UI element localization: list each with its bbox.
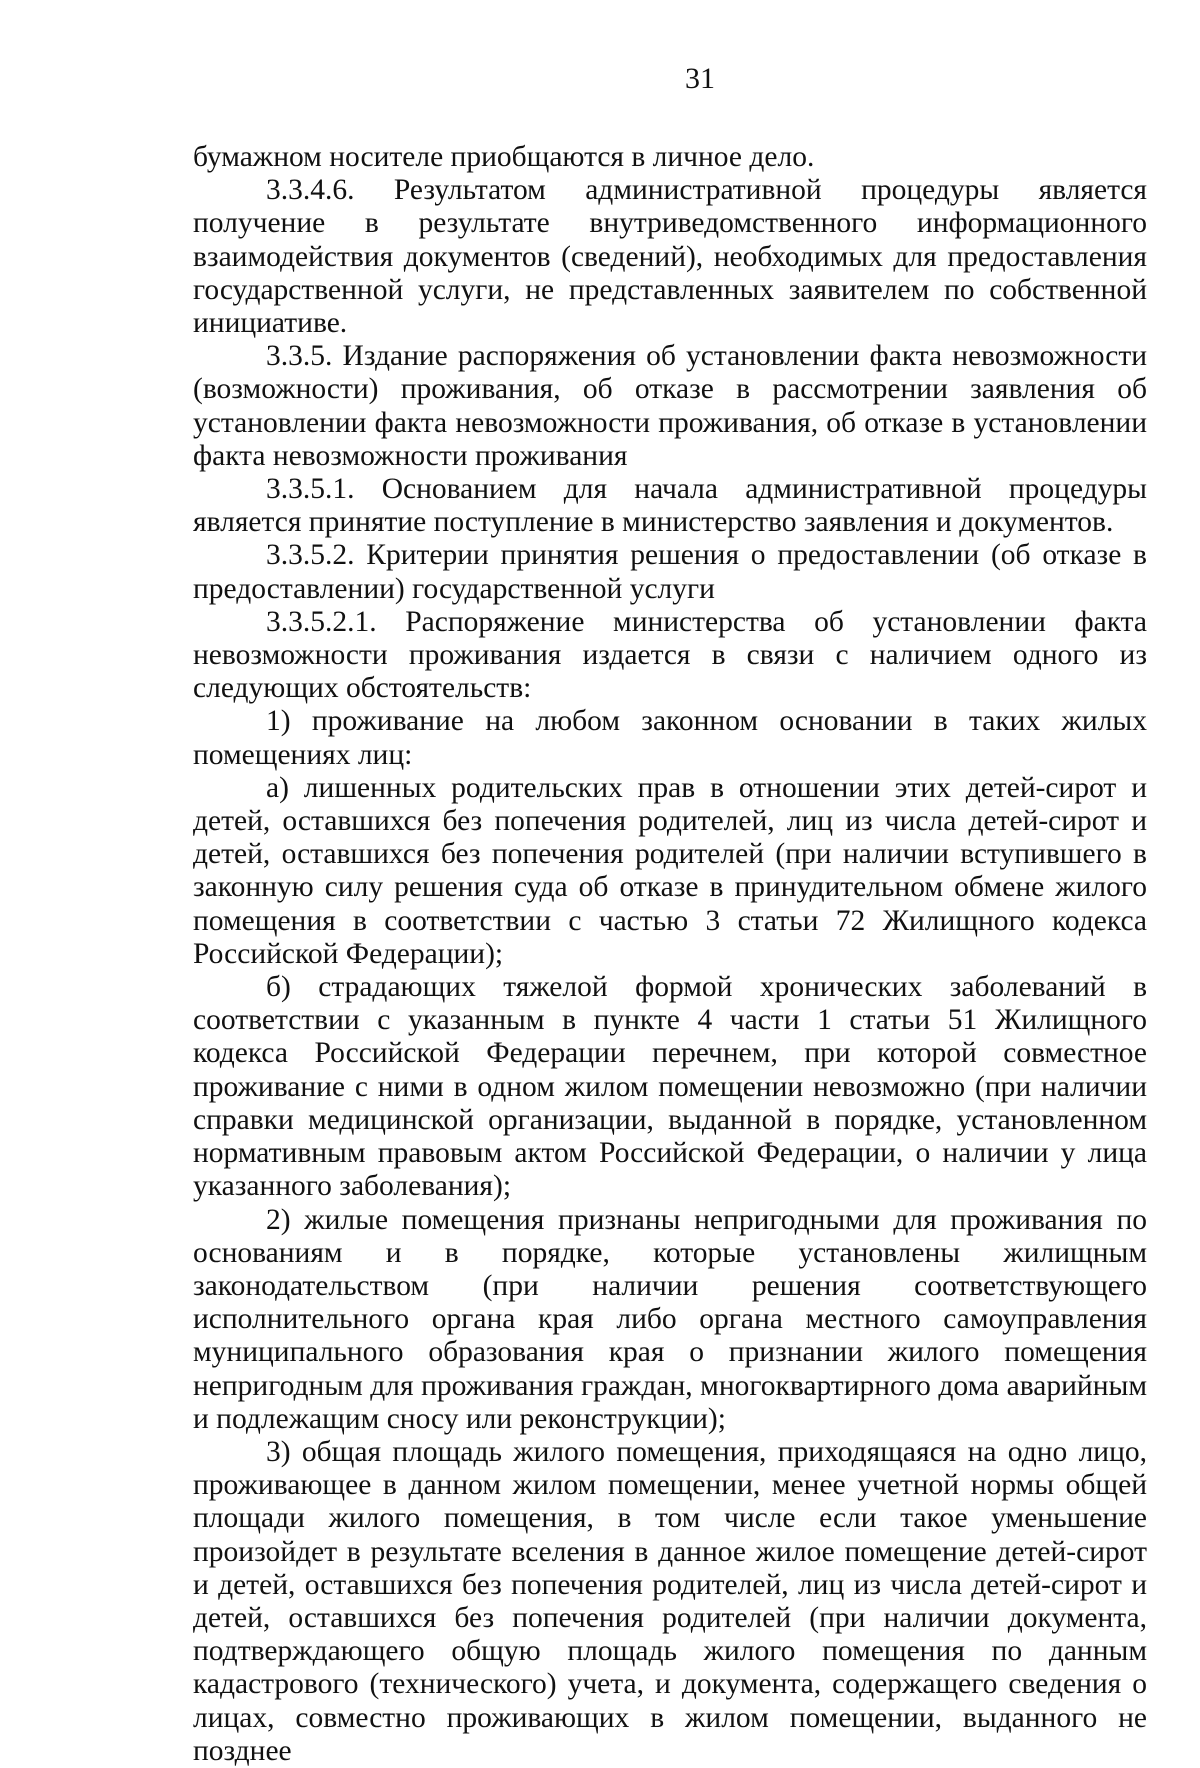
paragraph-3-3-5-1: 3.3.5.1. Основанием для начала административной процедуры является принятие поступление в министерство заявления и документов. xyxy=(193,473,1147,539)
paragraph-3-3-4-6: 3.3.4.6. Результатом административной процедуры является получение в результате внутриведомственного информационного взаимодействия документов (сведений), необходимых для предоставления государственной услуги, не представленных заявителем по собственной инициативе. xyxy=(193,174,1147,340)
document-body xyxy=(193,141,1147,1768)
list-item-1b: б) страдающих тяжелой формой хронических заболеваний в соответствии с указанным в пункте 4 части 1 статьи 51 Жилищного кодекса Российской Федерации перечнем, при которой совместное проживание с ними в одном жилом помещении невозможно (при наличии справки медицинской организации, выданной в порядке, установленном нормативным правовым актом Российской Федерации, о наличии у лица указанного заболевания); xyxy=(193,971,1147,1203)
paragraph-continuation: бумажном носителе приобщаются в личное дело. xyxy=(193,141,815,173)
list-item-2: 2) жилые помещения признаны непригодными для проживания по основаниям и в порядке, которые установлены жилищным законодательством (при наличии решения соответствующего исполнительного органа края либо органа местного самоуправления муниципального образования края о признании жилого помещения непригодным для проживания граждан, многоквартирного дома аварийным и подлежащим сносу или реконструкции); xyxy=(193,1203,1147,1435)
list-item-1: 1) проживание на любом законном основании в таких жилых помещениях лиц: xyxy=(193,705,1147,771)
paragraph-3-3-5-2-1: 3.3.5.2.1. Распоряжение министерства об установлении факта невозможности проживания издается в связи с наличием одного из следующих обстоятельств: xyxy=(193,605,1147,705)
list-item-1a: а) лишенных родительских прав в отношении этих детей-сирот и детей, оставшихся без попечения родителей, лиц из числа детей-сирот и детей, оставшихся без попечения родителей (при наличии вступившего в законную силу решения суда об отказе в принудительном обмене жилого помещения в соответствии с частью 3 статьи 72 Жилищного кодекса Российской Федерации); xyxy=(193,771,1147,970)
list-item-3: 3) общая площадь жилого помещения, приходящаяся на одно лицо, проживающее в данном жилом помещении, менее учетной нормы общей площади жилого помещения, в том числе если такое уменьшение произойдет в результате вселения в данное жилое помещение детей-сирот и детей, оставшихся без попечения родителей, лиц из числа детей-сирот и детей, оставшихся без попечения родителей (при наличии документа, подтверждающего общую площадь жилого помещения по данным кадастрового (технического) учета, и документа, содержащего сведения о лицах, совместно проживающих в жилом помещении, выданного не позднее xyxy=(193,1435,1147,1767)
paragraph-3-3-5: 3.3.5. Издание распоряжения об установлении факта невозможности (возможности) проживания, об отказе в рассмотрении заявления об установлении факта невозможности проживания, об отказе в установлении факта невозможности проживания xyxy=(193,340,1147,472)
page-number: 31 xyxy=(685,62,715,95)
paragraph-3-3-5-2: 3.3.5.2. Критерии принятия решения о предоставлении (об отказе в предоставлении) государственной услуги xyxy=(193,539,1147,605)
